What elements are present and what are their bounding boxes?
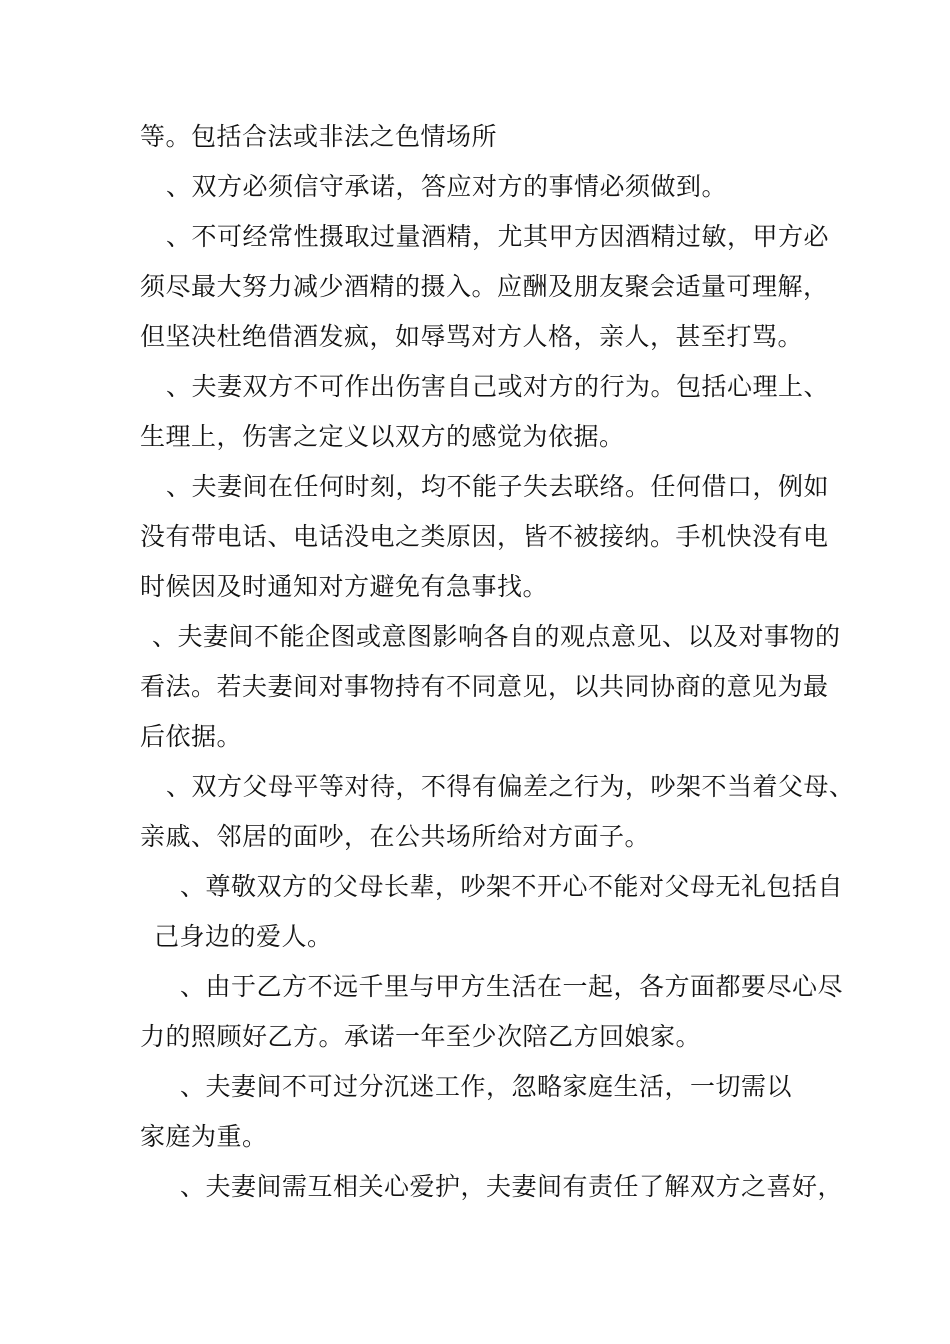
text-line: 、夫妻间需互相关心爱护，夫妻间有责任了解双方之喜好， [180, 1172, 844, 1201]
text-line: 没有带电话、电话没电之类原因，皆不被接纳。手机快没有电 [140, 522, 829, 551]
text-line: 时候因及时通知对方避免有急事找。 [140, 572, 549, 601]
text-line: 、双方父母平等对待，不得有偏差之行为，吵架不当着父母、 [166, 772, 855, 801]
text-line: 、不可经常性摄取过量酒精，尤其甲方因酒精过敏，甲方必 [166, 222, 830, 251]
text-line: 但坚决杜绝借酒发疯，如辱骂对方人格，亲人，甚至打骂。 [140, 322, 804, 351]
text-line: 、夫妻双方不可作出伤害自己或对方的行为。包括心理上、 [166, 372, 830, 401]
text-line: 、尊敬双方的父母长辈，吵架不开心不能对父母无礼包括自 [180, 872, 844, 901]
text-line: 须尽最大努力减少酒精的摄入。应酬及朋友聚会适量可理解， [140, 272, 829, 301]
text-line: 、夫妻间在任何时刻，均不能子失去联络。任何借口，例如 [166, 472, 830, 501]
text-line: 等。包括合法或非法之色情场所 [140, 122, 498, 151]
text-line: 亲戚、邻居的面吵，在公共场所给对方面子。 [140, 822, 651, 851]
text-line: 、双方必须信守承诺，答应对方的事情必须做到。 [166, 172, 728, 201]
text-line: 己身边的爱人。 [154, 922, 333, 951]
text-line: 家庭为重。 [140, 1122, 268, 1151]
text-line: 、由于乙方不远千里与甲方生活在一起，各方面都要尽心尽 [180, 972, 844, 1001]
text-line: 看法。若夫妻间对事物持有不同意见，以共同协商的意见为最 [140, 672, 829, 701]
text-line: 、夫妻间不可过分沉迷工作，忽略家庭生活，一切需以 [180, 1072, 793, 1101]
text-line: 、夫妻间不能企图或意图影响各自的观点意见、以及对事物的 [152, 622, 841, 651]
text-line: 生理上，伤害之定义以双方的感觉为依据。 [140, 422, 625, 451]
text-line: 后依据。 [140, 722, 243, 751]
text-line: 力的照顾好乙方。承诺一年至少次陪乙方回娘家。 [140, 1022, 702, 1051]
